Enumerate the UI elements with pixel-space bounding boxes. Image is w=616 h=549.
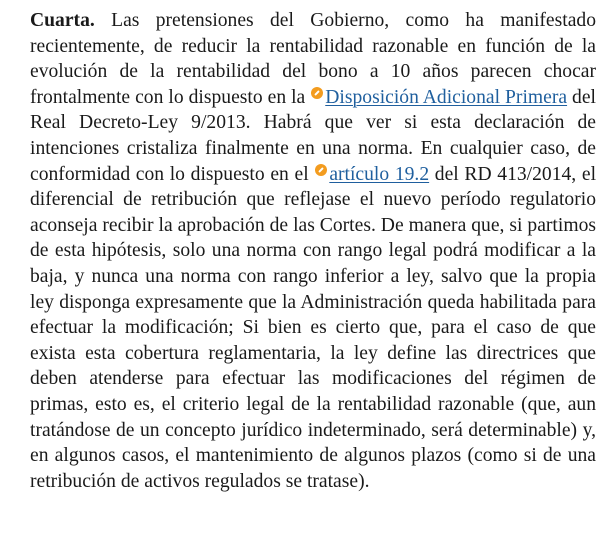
paragraph-text-1: Las pretensiones del Gobierno, como ha manifestado recientemente, de reducir la rentabilidad razonable en función de la evolución de la rentabilidad del bono a 10 años parecen chocar frontalmente con lo dispuesto en la — [30, 10, 596, 108]
paragraph-cuarta — [30, 8, 596, 494]
link-articulo-19-2[interactable]: artículo 19.2 — [329, 163, 430, 185]
paragraph-text-3: del RD 413/2014, el diferencial de retribución que reflejase el nuevo período regulatorio aconseja recibir la aprobación de las Cortes. De manera que, si partimos de esta hipótesis, solo una norma con rango legal podrá modificar a la baja, y nunca una norma con rango inferior a ley, salvo que la propia ley disponga expresamente que la Administración queda habilitada para efectuar la modificación; Si bien es cierto que, para el caso de que exista esta cobertura reglamentaria, la ley define las directrices que deben atenderse para efectuar las modificaciones del régimen de primas, esto es, el criterio legal de la rentabilidad razonable (que, aun tratándose de un concepto jurídico indeterminado, será determinable) y, en algunos casos, el mantenimiento de algunos plazos (como si de una retribución de activos regulados se tratase). — [30, 163, 597, 492]
link-icon — [315, 164, 327, 176]
link-disposicion-adicional-primera[interactable]: Disposición Adicional Primera — [325, 86, 568, 108]
paragraph-lead: Cuarta. — [30, 10, 95, 31]
paragraph-text-2: del Real Decreto-Ley 9/2013. Habrá que ver si esta declaración de intenciones cristaliza finalmente en una norma. En cualquier caso, de conformidad con lo dispuesto en el — [30, 86, 596, 185]
link-icon — [311, 87, 323, 99]
